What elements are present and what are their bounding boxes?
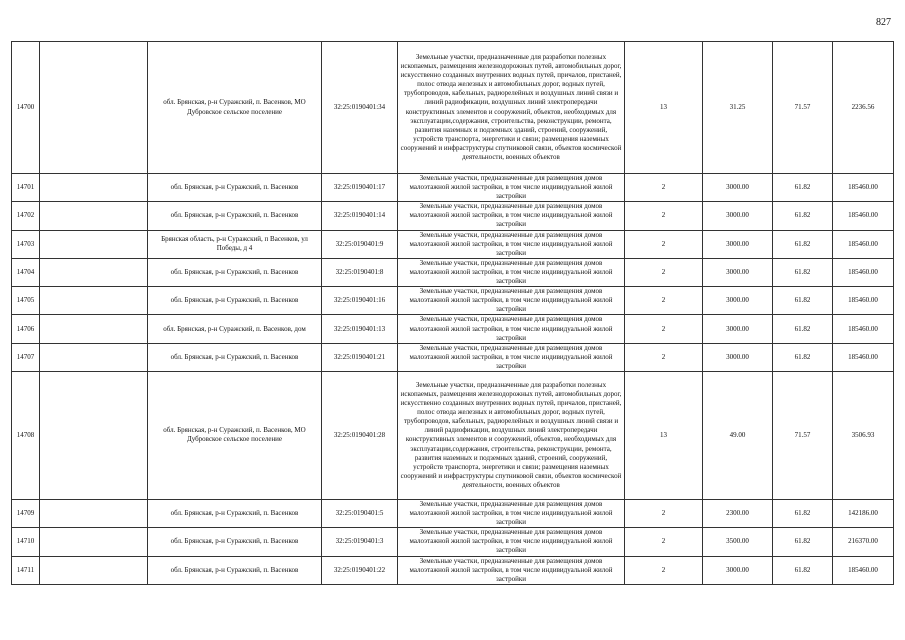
cell-empty <box>40 174 148 202</box>
cell-row-number: 14711 <box>12 556 40 584</box>
cell-category: 2 <box>625 499 703 527</box>
cell-cadastral-number: 32:25:0190401:5 <box>322 499 398 527</box>
cell-cadastral-number: 32:25:0190401:16 <box>322 287 398 315</box>
cell-empty <box>40 258 148 286</box>
cell-permitted-use: Земельные участки, предназначенные для размещения домов малоэтажной жилой застройки, в том числе индивидуальной жилой застройки <box>398 528 625 556</box>
cell-cadastral-value: 216370.00 <box>833 528 894 556</box>
cell-area: 3500.00 <box>703 528 773 556</box>
table-row <box>12 528 894 556</box>
cell-area: 3000.00 <box>703 258 773 286</box>
cell-area: 49.00 <box>703 371 773 499</box>
cell-rate: 71.57 <box>773 42 833 174</box>
cell-area: 3000.00 <box>703 287 773 315</box>
cell-category: 2 <box>625 230 703 258</box>
cell-category: 2 <box>625 287 703 315</box>
table-row <box>12 315 894 343</box>
page-number: 827 <box>876 17 891 28</box>
cell-row-number: 14704 <box>12 258 40 286</box>
cell-rate: 61.82 <box>773 343 833 371</box>
cell-category: 13 <box>625 371 703 499</box>
cell-rate: 71.57 <box>773 371 833 499</box>
cell-cadastral-value: 185460.00 <box>833 258 894 286</box>
cell-empty <box>40 315 148 343</box>
cell-row-number: 14708 <box>12 371 40 499</box>
cell-address: обл. Брянская, р-н Суражский, п. Васенков <box>148 343 322 371</box>
cell-cadastral-number: 32:25:0190401:3 <box>322 528 398 556</box>
cell-cadastral-number: 32:25:0190401:22 <box>322 556 398 584</box>
cell-rate: 61.82 <box>773 287 833 315</box>
cell-area: 3000.00 <box>703 343 773 371</box>
cell-address: обл. Брянская, р-н Суражский, п. Васенков <box>148 287 322 315</box>
cell-permitted-use: Земельные участки, предназначенные для размещения домов малоэтажной жилой застройки, в том числе индивидуальной жилой застройки <box>398 287 625 315</box>
cell-address: обл. Брянская, р-н Суражский, п. Васенков <box>148 528 322 556</box>
cell-area: 2300.00 <box>703 499 773 527</box>
cell-row-number: 14706 <box>12 315 40 343</box>
table-row <box>12 258 894 286</box>
cell-category: 2 <box>625 315 703 343</box>
cell-cadastral-number: 32:25:0190401:8 <box>322 258 398 286</box>
cell-permitted-use: Земельные участки, предназначенные для размещения домов малоэтажной жилой застройки, в том числе индивидуальной жилой застройки <box>398 499 625 527</box>
cell-rate: 61.82 <box>773 202 833 230</box>
cell-address: обл. Брянская, р-н Суражский, п. Васенков <box>148 499 322 527</box>
cell-permitted-use: Земельные участки, предназначенные для разработки полезных ископаемых, размещения железнодорожных путей, автомобильных дорог, искусственно созданных внутренних водных путей, причалов, пристаней, полос отвода железных и автомобильных дорог, водных путей, трубопроводов, кабельных, радиорелейных и воздушных линий связи и линий радиофикации, воздушных линий электропередачи конструктивных элементов и сооружений, объектов, необходимых для эксплуатации,содержания, строительства, реконструкции, ремонта, развития наземных и подземных зданий, строений, сооружений, устройств транспорта, энергетики и связи; размещения наземных сооружений и инфраструктуры спутниковой связи, объектов космической деятельности, военных объектов <box>398 371 625 499</box>
cell-permitted-use: Земельные участки, предназначенные для размещения домов малоэтажной жилой застройки, в том числе индивидуальной жилой застройки <box>398 202 625 230</box>
table-row <box>12 556 894 584</box>
cell-empty <box>40 343 148 371</box>
cell-row-number: 14701 <box>12 174 40 202</box>
cell-empty <box>40 499 148 527</box>
cell-cadastral-number: 32:25:0190401:14 <box>322 202 398 230</box>
cell-cadastral-value: 185460.00 <box>833 287 894 315</box>
cell-cadastral-value: 185460.00 <box>833 315 894 343</box>
cell-permitted-use: Земельные участки, предназначенные для размещения домов малоэтажной жилой застройки, в том числе индивидуальной жилой застройки <box>398 230 625 258</box>
cell-area: 3000.00 <box>703 230 773 258</box>
cell-rate: 61.82 <box>773 556 833 584</box>
cell-address: обл. Брянская, р-н Суражский, п. Васенков, дом <box>148 315 322 343</box>
cell-empty <box>40 528 148 556</box>
table-row <box>12 287 894 315</box>
cell-row-number: 14700 <box>12 42 40 174</box>
cell-rate: 61.82 <box>773 174 833 202</box>
cell-empty <box>40 287 148 315</box>
cell-cadastral-value: 142186.00 <box>833 499 894 527</box>
cell-cadastral-value: 185460.00 <box>833 343 894 371</box>
cell-category: 13 <box>625 42 703 174</box>
cell-area: 3000.00 <box>703 202 773 230</box>
cell-cadastral-number: 32:25:0190401:28 <box>322 371 398 499</box>
cadastral-registry-table <box>11 41 894 585</box>
cell-rate: 61.82 <box>773 528 833 556</box>
cell-rate: 61.82 <box>773 258 833 286</box>
cell-cadastral-value: 185460.00 <box>833 202 894 230</box>
cell-area: 3000.00 <box>703 174 773 202</box>
cell-address: обл. Брянская, р-н Суражский, п. Васенков <box>148 258 322 286</box>
table-body <box>12 42 894 585</box>
cell-category: 2 <box>625 556 703 584</box>
cell-category: 2 <box>625 258 703 286</box>
cell-address: обл. Брянская, р-н Суражский, п. Васенков <box>148 174 322 202</box>
cell-row-number: 14702 <box>12 202 40 230</box>
cell-cadastral-value: 185460.00 <box>833 174 894 202</box>
table-row <box>12 202 894 230</box>
cell-empty <box>40 42 148 174</box>
cell-category: 2 <box>625 343 703 371</box>
table-row <box>12 343 894 371</box>
cell-permitted-use: Земельные участки, предназначенные для размещения домов малоэтажной жилой застройки, в том числе индивидуальной жилой застройки <box>398 315 625 343</box>
cell-address: обл. Брянская, р-н Суражский, п. Васенков, МО Дубровское сельское поселение <box>148 371 322 499</box>
cell-cadastral-value: 185460.00 <box>833 556 894 584</box>
cell-permitted-use: Земельные участки, предназначенные для размещения домов малоэтажной жилой застройки, в том числе индивидуальной жилой застройки <box>398 343 625 371</box>
cell-empty <box>40 230 148 258</box>
cell-cadastral-number: 32:25:0190401:21 <box>322 343 398 371</box>
cell-rate: 61.82 <box>773 230 833 258</box>
cell-category: 2 <box>625 528 703 556</box>
cell-address: обл. Брянская, р-н Суражский, п. Васенков, МО Дубровское сельское поселение <box>148 42 322 174</box>
cell-permitted-use: Земельные участки, предназначенные для размещения домов малоэтажной жилой застройки, в том числе индивидуальной жилой застройки <box>398 174 625 202</box>
cell-cadastral-number: 32:25:0190401:17 <box>322 174 398 202</box>
cell-area: 31.25 <box>703 42 773 174</box>
cell-permitted-use: Земельные участки, предназначенные для размещения домов малоэтажной жилой застройки, в том числе индивидуальной жилой застройки <box>398 258 625 286</box>
cell-cadastral-value: 2236.56 <box>833 42 894 174</box>
cell-cadastral-number: 32:25:0190401:9 <box>322 230 398 258</box>
cell-row-number: 14703 <box>12 230 40 258</box>
cell-cadastral-value: 3506.93 <box>833 371 894 499</box>
table-row <box>12 371 894 499</box>
cell-cadastral-number: 32:25:0190401:13 <box>322 315 398 343</box>
table-row <box>12 174 894 202</box>
cell-area: 3000.00 <box>703 315 773 343</box>
cell-row-number: 14705 <box>12 287 40 315</box>
cell-rate: 61.82 <box>773 315 833 343</box>
cell-rate: 61.82 <box>773 499 833 527</box>
cell-area: 3000.00 <box>703 556 773 584</box>
cell-row-number: 14710 <box>12 528 40 556</box>
cell-empty <box>40 202 148 230</box>
cell-address: обл. Брянская, р-н Суражский, п. Васенков <box>148 202 322 230</box>
cell-category: 2 <box>625 174 703 202</box>
cell-permitted-use: Земельные участки, предназначенные для размещения домов малоэтажной жилой застройки, в том числе индивидуальной жилой застройки <box>398 556 625 584</box>
cell-row-number: 14709 <box>12 499 40 527</box>
cell-address: обл. Брянская, р-н Суражский, п. Васенков <box>148 556 322 584</box>
cell-empty <box>40 371 148 499</box>
cell-category: 2 <box>625 202 703 230</box>
cell-cadastral-value: 185460.00 <box>833 230 894 258</box>
cell-address: Брянская область, р-н Суражский, п Васенков, ул Победы, д 4 <box>148 230 322 258</box>
table-row <box>12 499 894 527</box>
cell-permitted-use: Земельные участки, предназначенные для разработки полезных ископаемых, размещения железнодорожных путей, автомобильных дорог, искусственно созданных внутренних водных путей, причалов, пристаней, полос отвода железных и автомобильных дорог, водных путей, трубопроводов, кабельных, радиорелейных и воздушных линий связи и линий радиофикации, воздушных линий электропередачи конструктивных элементов и сооружений, объектов, необходимых для эксплуатации,содержания, строительства, реконструкции, ремонта, развития наземных и подземных зданий, строений, сооружений, устройств транспорта, энергетики и связи; размещения наземных сооружений и инфраструктуры спутниковой связи, объектов космической деятельности, военных объектов <box>398 42 625 174</box>
table-row <box>12 42 894 174</box>
cell-row-number: 14707 <box>12 343 40 371</box>
cell-empty <box>40 556 148 584</box>
table-row <box>12 230 894 258</box>
cell-cadastral-number: 32:25:0190401:34 <box>322 42 398 174</box>
